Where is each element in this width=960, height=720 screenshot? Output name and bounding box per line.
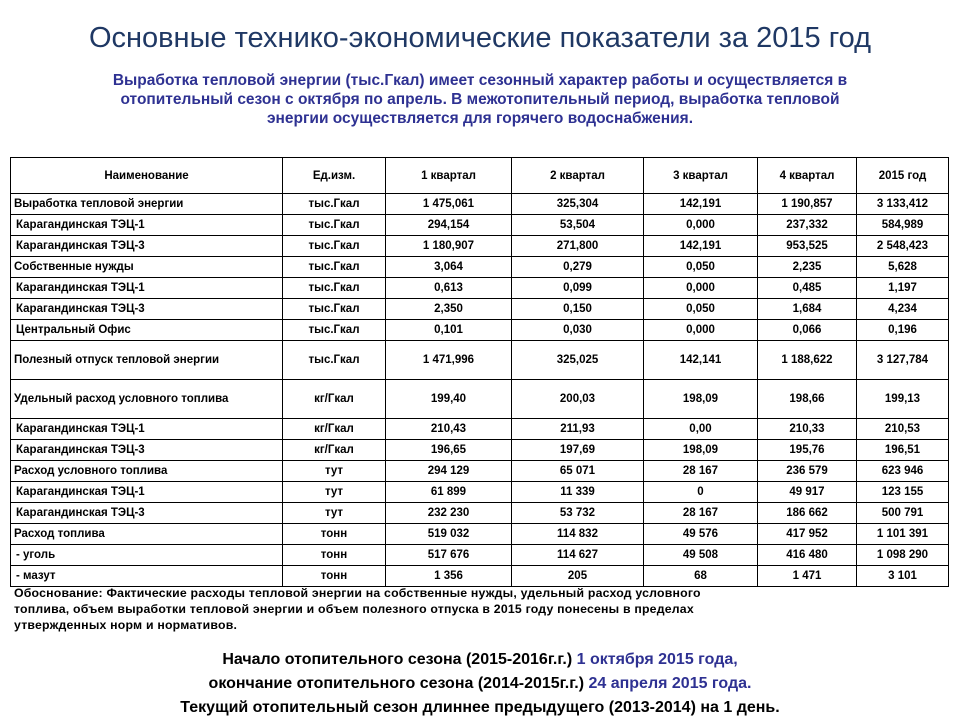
value-cell: 584,989 [857, 215, 949, 236]
value-cell: 53 732 [512, 503, 644, 524]
value-cell: 953,525 [758, 236, 857, 257]
note-line: утвержденных норм и нормативов. [14, 618, 238, 632]
table-row [11, 236, 949, 257]
note-line: Обоснование: Фактические расходы тепловой энергии на собственные нужды, удельный расход условного [14, 586, 701, 600]
season-end-date: 24 апреля 2015 года. [588, 675, 752, 692]
unit-cell: тыс.Гкал [283, 320, 386, 341]
unit-cell: тут [283, 482, 386, 503]
value-cell: 11 339 [512, 482, 644, 503]
unit-cell: тут [283, 461, 386, 482]
value-cell: 3 127,784 [857, 341, 949, 380]
column-header: 4 квартал [758, 158, 857, 194]
unit-cell: тыс.Гкал [283, 194, 386, 215]
table-header-row [11, 158, 949, 194]
table-row [11, 278, 949, 299]
value-cell: 0,030 [512, 320, 644, 341]
unit-cell: тыс.Гкал [283, 278, 386, 299]
intro-line: Выработка тепловой энергии (тыс.Гкал) имеет сезонный характер работы и осуществляется в [112, 72, 848, 89]
table-row [11, 503, 949, 524]
value-cell: 1 356 [386, 566, 512, 587]
value-cell: 1,197 [857, 278, 949, 299]
value-cell: 28 167 [644, 461, 758, 482]
value-cell: 500 791 [857, 503, 949, 524]
season-start-label: Начало отопительного сезона (2015-2016г.г.) [222, 651, 577, 668]
value-cell: 196,51 [857, 440, 949, 461]
value-cell: 325,025 [512, 341, 644, 380]
row-name-cell: Карагандинская ТЭЦ-3 [11, 503, 283, 524]
season-start-date: 1 октября 2015 года, [576, 651, 738, 668]
value-cell: 68 [644, 566, 758, 587]
value-cell: 0,066 [758, 320, 857, 341]
column-header: 2015 год [857, 158, 949, 194]
value-cell: 196,65 [386, 440, 512, 461]
row-name-cell: - мазут [11, 566, 283, 587]
value-cell: 2 548,423 [857, 236, 949, 257]
value-cell: 198,66 [758, 380, 857, 419]
value-cell: 4,234 [857, 299, 949, 320]
value-cell: 0,00 [644, 419, 758, 440]
value-cell: 49 508 [644, 545, 758, 566]
value-cell: 1 190,857 [758, 194, 857, 215]
value-cell: 28 167 [644, 503, 758, 524]
row-name-cell: Карагандинская ТЭЦ-1 [11, 419, 283, 440]
value-cell: 195,76 [758, 440, 857, 461]
value-cell: 0,050 [644, 257, 758, 278]
row-name-cell: Карагандинская ТЭЦ-1 [11, 215, 283, 236]
value-cell: 271,800 [512, 236, 644, 257]
table-row [11, 566, 949, 587]
value-cell: 211,93 [512, 419, 644, 440]
value-cell: 65 071 [512, 461, 644, 482]
value-cell: 114 627 [512, 545, 644, 566]
heating-season-info [0, 648, 960, 720]
value-cell: 197,69 [512, 440, 644, 461]
value-cell: 3,064 [386, 257, 512, 278]
value-cell: 1 471,996 [386, 341, 512, 380]
value-cell: 0,000 [644, 215, 758, 236]
value-cell: 49 576 [644, 524, 758, 545]
value-cell: 142,191 [644, 194, 758, 215]
column-header: Ед.изм. [283, 158, 386, 194]
note-line: топлива, объем выработки тепловой энергии и объем полезного отпуска в 2015 году понесены в пределах [14, 602, 694, 616]
season-start-line [0, 648, 960, 672]
value-cell: 417 952 [758, 524, 857, 545]
season-current-line: Текущий отопительный сезон длиннее предыдущего (2013-2014) на 1 день. [180, 699, 780, 716]
value-cell: 0,485 [758, 278, 857, 299]
intro-paragraph [22, 71, 938, 128]
column-header: 1 квартал [386, 158, 512, 194]
value-cell: 519 032 [386, 524, 512, 545]
value-cell: 210,53 [857, 419, 949, 440]
table-row [11, 440, 949, 461]
value-cell: 1 180,907 [386, 236, 512, 257]
value-cell: 236 579 [758, 461, 857, 482]
value-cell: 0,050 [644, 299, 758, 320]
value-cell: 0,150 [512, 299, 644, 320]
table-row [11, 482, 949, 503]
value-cell: 1 475,061 [386, 194, 512, 215]
row-name-cell: Расход условного топлива [11, 461, 283, 482]
value-cell: 416 480 [758, 545, 857, 566]
value-cell: 294,154 [386, 215, 512, 236]
justification-note [14, 585, 940, 633]
value-cell: 0 [644, 482, 758, 503]
row-name-cell: Карагандинская ТЭЦ-3 [11, 440, 283, 461]
value-cell: 517 676 [386, 545, 512, 566]
column-header: 2 квартал [512, 158, 644, 194]
unit-cell: тонн [283, 524, 386, 545]
row-name-cell: - уголь [11, 545, 283, 566]
value-cell: 3 133,412 [857, 194, 949, 215]
value-cell: 200,03 [512, 380, 644, 419]
value-cell: 210,43 [386, 419, 512, 440]
unit-cell: тыс.Гкал [283, 236, 386, 257]
unit-cell: кг/Гкал [283, 440, 386, 461]
value-cell: 237,332 [758, 215, 857, 236]
value-cell: 325,304 [512, 194, 644, 215]
indicators-table [10, 157, 949, 587]
value-cell: 0,279 [512, 257, 644, 278]
column-header: Наименование [11, 158, 283, 194]
row-name-cell: Полезный отпуск тепловой энергии [11, 341, 283, 380]
value-cell: 1,684 [758, 299, 857, 320]
value-cell: 3 101 [857, 566, 949, 587]
row-name-cell: Расход топлива [11, 524, 283, 545]
table-row [11, 215, 949, 236]
intro-line: отопительный сезон с октября по апрель. В межотопительный период, выработка тепловой [120, 91, 840, 108]
season-end-line [0, 672, 960, 696]
value-cell: 0,099 [512, 278, 644, 299]
value-cell: 0,613 [386, 278, 512, 299]
table-row [11, 524, 949, 545]
column-header: 3 квартал [644, 158, 758, 194]
table-row [11, 257, 949, 278]
value-cell: 198,09 [644, 440, 758, 461]
table-row [11, 194, 949, 215]
value-cell: 1 471 [758, 566, 857, 587]
value-cell: 199,40 [386, 380, 512, 419]
value-cell: 123 155 [857, 482, 949, 503]
value-cell: 198,09 [644, 380, 758, 419]
value-cell: 205 [512, 566, 644, 587]
value-cell: 1 188,622 [758, 341, 857, 380]
value-cell: 114 832 [512, 524, 644, 545]
value-cell: 49 917 [758, 482, 857, 503]
value-cell: 210,33 [758, 419, 857, 440]
row-name-cell: Карагандинская ТЭЦ-1 [11, 278, 283, 299]
value-cell: 2,235 [758, 257, 857, 278]
unit-cell: тыс.Гкал [283, 299, 386, 320]
row-name-cell: Центральный Офис [11, 320, 283, 341]
table-row [11, 545, 949, 566]
unit-cell: кг/Гкал [283, 419, 386, 440]
value-cell: 623 946 [857, 461, 949, 482]
value-cell: 294 129 [386, 461, 512, 482]
unit-cell: тут [283, 503, 386, 524]
unit-cell: тонн [283, 545, 386, 566]
value-cell: 142,191 [644, 236, 758, 257]
table-row [11, 419, 949, 440]
row-name-cell: Карагандинская ТЭЦ-1 [11, 482, 283, 503]
season-end-label: окончание отопительного сезона (2014-2015г.г.) [208, 675, 589, 692]
value-cell: 232 230 [386, 503, 512, 524]
unit-cell: тыс.Гкал [283, 341, 386, 380]
value-cell: 0,000 [644, 278, 758, 299]
value-cell: 199,13 [857, 380, 949, 419]
value-cell: 1 101 391 [857, 524, 949, 545]
row-name-cell: Собственные нужды [11, 257, 283, 278]
value-cell: 1 098 290 [857, 545, 949, 566]
intro-line: энергии осуществляется для горячего водоснабжения. [266, 110, 694, 127]
page-title: Основные технико-экономические показатели за 2015 год [88, 22, 872, 54]
table-row [11, 320, 949, 341]
value-cell: 53,504 [512, 215, 644, 236]
table-row [11, 299, 949, 320]
unit-cell: тыс.Гкал [283, 257, 386, 278]
row-name-cell: Удельный расход условного топлива [11, 380, 283, 419]
value-cell: 0,000 [644, 320, 758, 341]
value-cell: 186 662 [758, 503, 857, 524]
table-row [11, 341, 949, 380]
unit-cell: кг/Гкал [283, 380, 386, 419]
value-cell: 142,141 [644, 341, 758, 380]
value-cell: 5,628 [857, 257, 949, 278]
table-row [11, 461, 949, 482]
table-row [11, 380, 949, 419]
row-name-cell: Карагандинская ТЭЦ-3 [11, 236, 283, 257]
value-cell: 61 899 [386, 482, 512, 503]
unit-cell: тонн [283, 566, 386, 587]
value-cell: 0,101 [386, 320, 512, 341]
row-name-cell: Выработка тепловой энергии [11, 194, 283, 215]
value-cell: 0,196 [857, 320, 949, 341]
value-cell: 2,350 [386, 299, 512, 320]
row-name-cell: Карагандинская ТЭЦ-3 [11, 299, 283, 320]
unit-cell: тыс.Гкал [283, 215, 386, 236]
